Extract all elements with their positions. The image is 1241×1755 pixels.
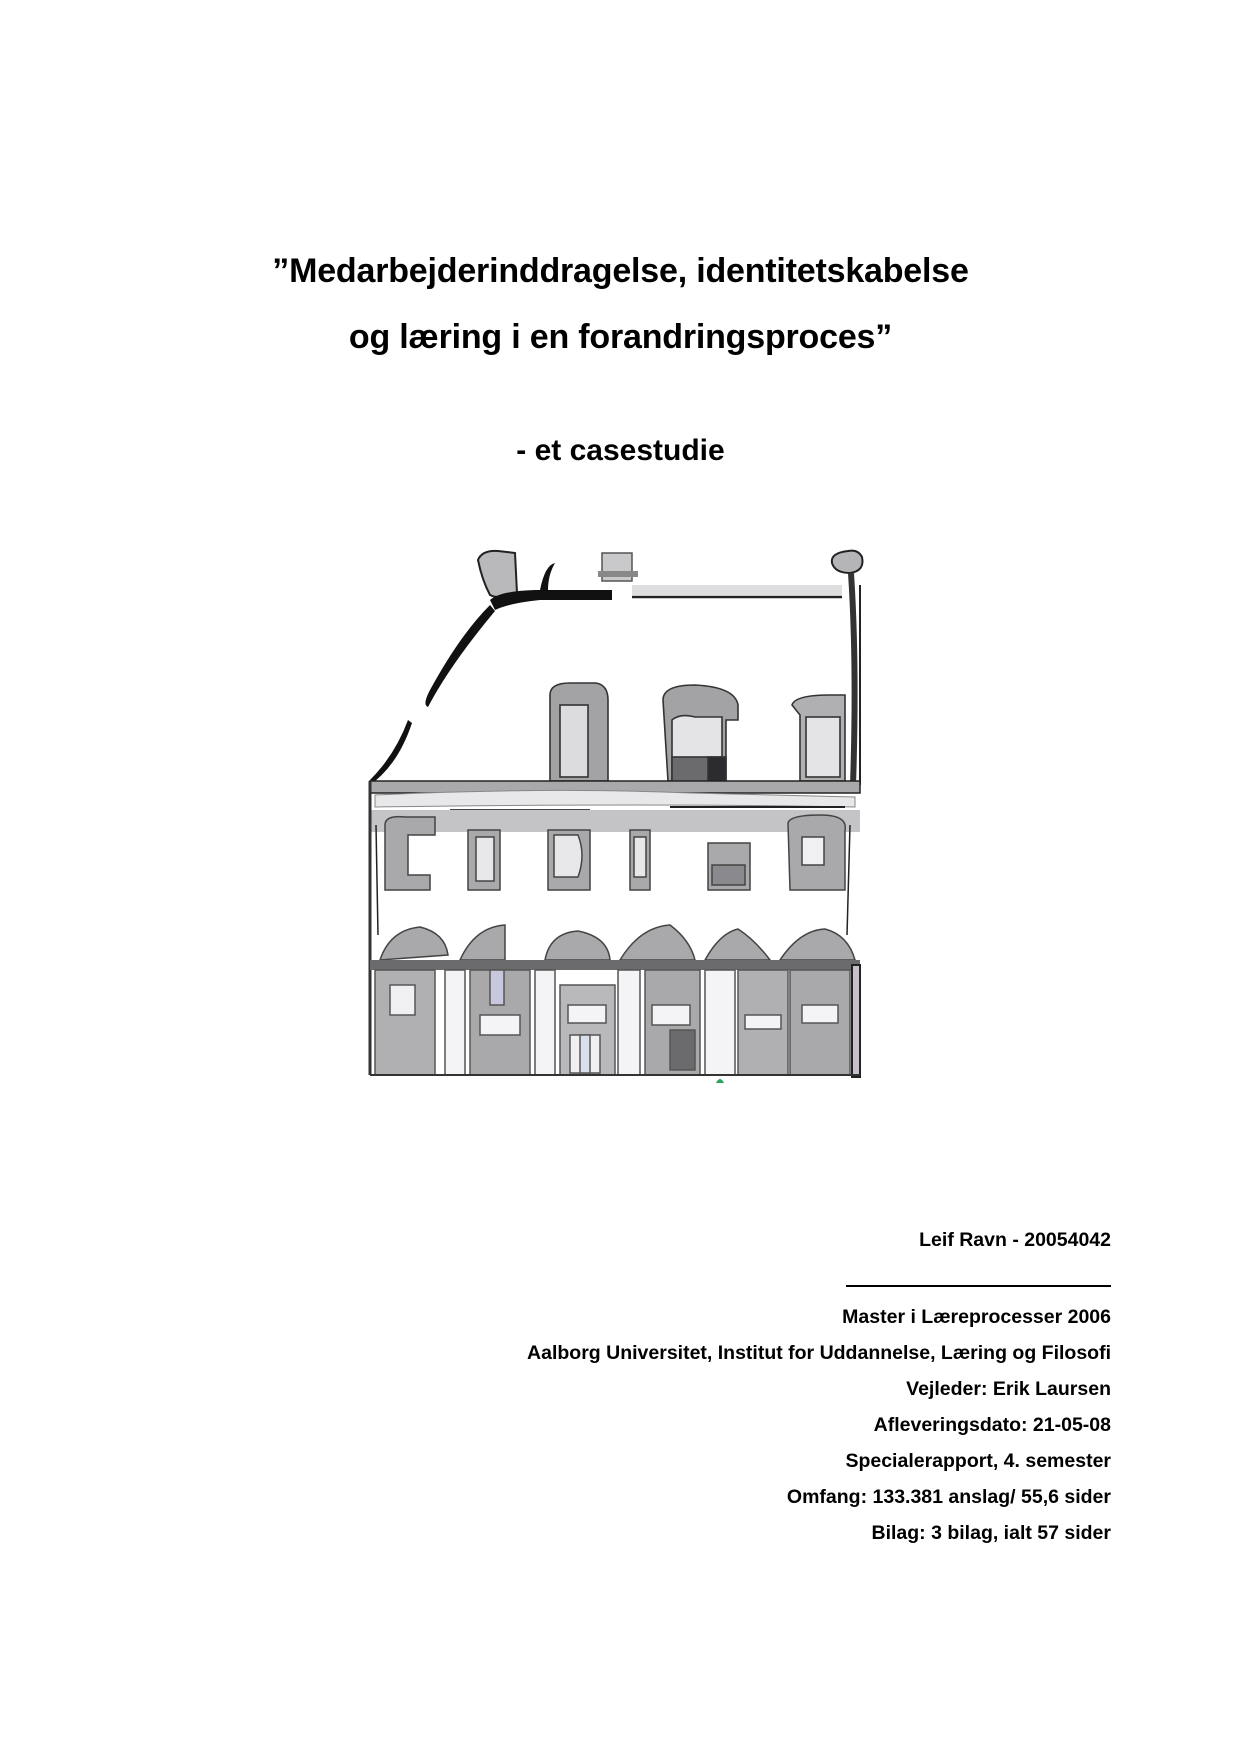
title-line-2: og læring i en forandringsproces” <box>348 318 893 356</box>
scope-line: Omfang: 133.381 anslag/ 55,6 sider <box>786 1486 1111 1508</box>
program-line: Master i Læreprocesser 2006 <box>842 1306 1111 1328</box>
divider-line <box>846 1285 1111 1287</box>
institution-line: Aalborg Universitet, Institut for Uddannelse, Læring og Filosofi <box>527 1342 1111 1364</box>
report-type-line: Specialerapport, 4. semester <box>845 1450 1111 1472</box>
document-subtitle: - et casestudie <box>516 434 725 467</box>
submission-date-line: Afleveringsdato: 21-05-08 <box>873 1414 1111 1436</box>
author-line: Leif Ravn - 20054042 <box>919 1229 1111 1251</box>
title-line-1: ”Medarbejderinddragelse, identitetskabelse <box>272 252 969 290</box>
supervisor-line: Vejleder: Erik Laursen <box>906 1378 1111 1400</box>
document-metadata <box>527 1225 1111 1551</box>
building-illustration <box>350 545 890 1095</box>
appendices-line: Bilag: 3 bilag, ialt 57 sider <box>871 1522 1111 1544</box>
building-facade-icon <box>350 545 890 1095</box>
document-title <box>0 238 1241 370</box>
